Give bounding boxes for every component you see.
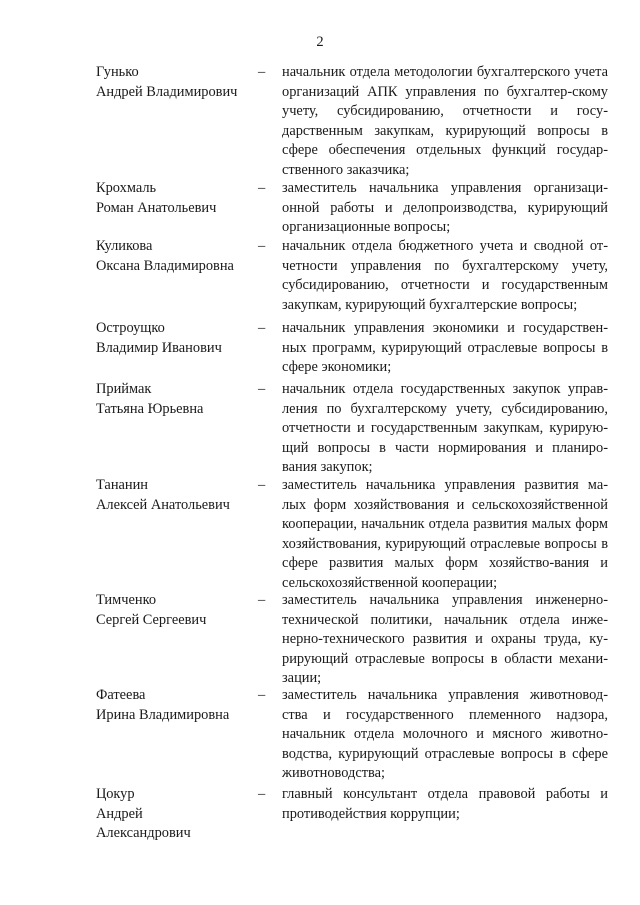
person-name: Тимченко Сергей Сергеевич [96,592,207,628]
person-name: Тананин Алексей Анатольевич [96,477,230,513]
person-name: Куликова Оксана Владимировна [96,238,234,274]
person-name: Фатеева Ирина Владимировна [96,687,230,723]
person-name: Крохмаль Роман Анатольевич [96,180,217,216]
position-description: заместитель начальника управления развития ма-лых форм хозяйствования и сельскохозяйственной кооперации, начальник отдела развития малых форм хозяйствования, курирующий отраслевые вопросы в сфере развития малых форм хозяйство-вания и сельскохозяйственной кооперации; [282,477,608,591]
person-name: Цокур Андрей Александрович [96,786,191,841]
position-description: заместитель начальника управления организаци-онной работы и делопроизводства, курирующий организационные вопросы; [282,180,608,235]
dash: – [258,64,266,80]
position-description: заместитель начальника управления инженерно-технической политики, начальник отдела инже-нерно-технического развития и охраны труда, ку-рирующий отраслевые вопросы в области механи-зации; [282,592,608,686]
dash: – [258,687,266,703]
person-name: Остроущко Владимир Иванович [96,320,222,356]
dash: – [258,786,266,802]
position-description: начальник управления экономики и государствен-ных программ, курирующий отраслевые вопросы в сфере экономики; [282,320,608,375]
dash: – [258,381,266,397]
page-number: 2 [316,34,324,50]
dash: – [258,477,266,493]
person-name: Гунько Андрей Владимирович [96,64,238,100]
position-description: начальник отдела методологии бухгалтерского учета организаций АПК управления по бухгалтер-скому учету, субсидированию, отчетности и госу-дарственным закупкам, курирующий вопросы в сфере обеспечения отдельных функций государ-ственного заказчика; [282,64,608,178]
person-name: Приймак Татьяна Юрьевна [96,381,204,417]
dash: – [258,320,266,336]
position-description: заместитель начальника управления животновод-ства и государственного племенного надзора, начальник отдела молочного и мясного животно-водства, курирующий отраслевые вопросы в сфере животноводства; [282,687,608,781]
dash: – [258,238,266,254]
position-description: начальник отдела государственных закупок управ-ления по бухгалтерскому учету, субсидированию, отчетности и государственным закупкам, курирую-щий вопросы в части нормирования и планиро-вания закупок; [282,381,608,475]
dash: – [258,180,266,196]
position-description: главный консультант отдела правовой работы и противодействия коррупции; [282,786,608,822]
position-description: начальник отдела бюджетного учета и сводной от-четности управления по бухгалтерскому учету, субсидированию, отчетности и государственным закупкам, курирующий бухгалтерские вопросы; [282,238,608,313]
dash: – [258,592,266,608]
